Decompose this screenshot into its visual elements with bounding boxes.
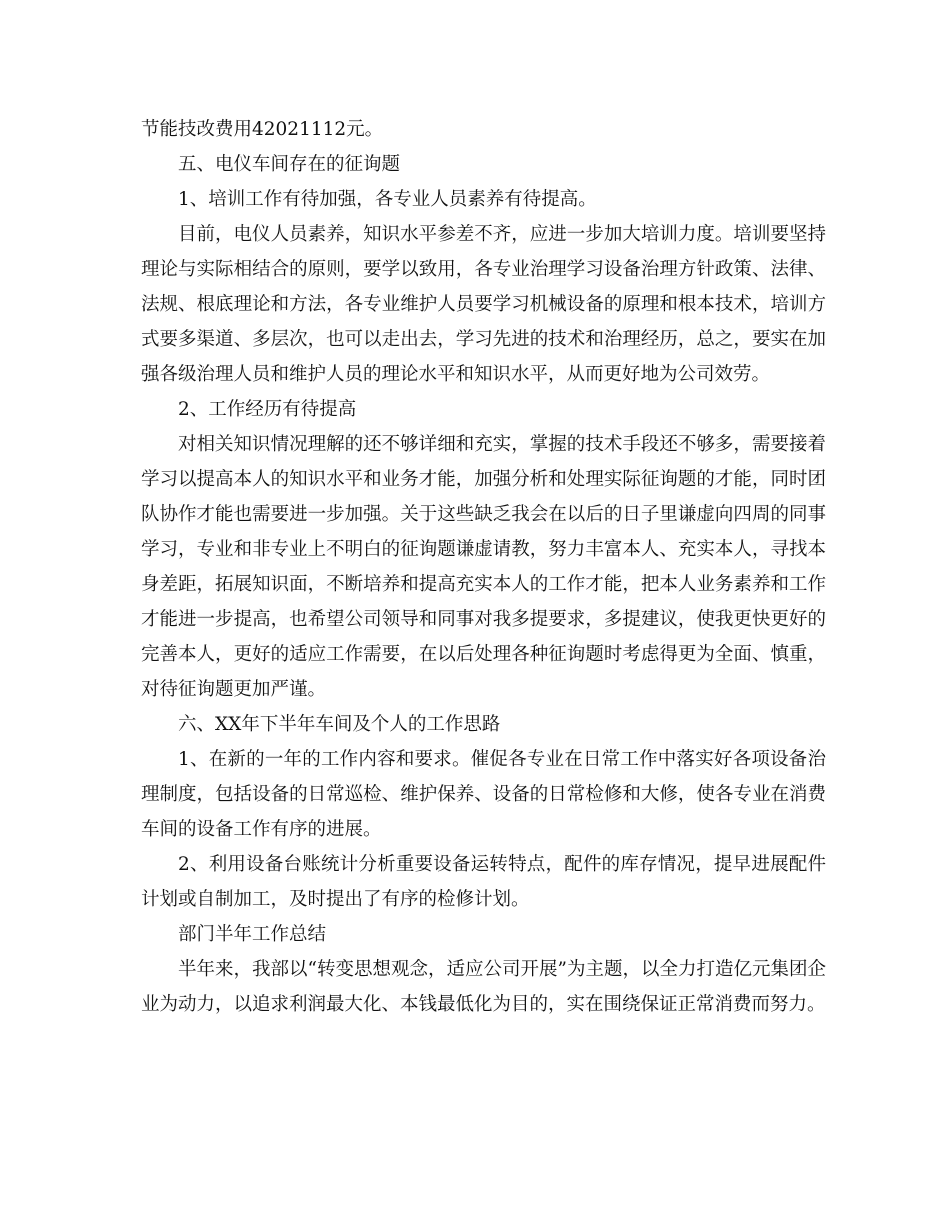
paragraph-experience: 对相关知识情况理解的还不够详细和充实，掌握的技术手段还不够多，需要接着学习以提高本人的知识水平和业务才能，加强分析和处理实际征询题的才能，同时团队协作才能也需要进一步加强。关于这些缺乏我会在以后的日子里谦虚向四周的同事学习，专业和非专业上不明白的征询题谦虚请教，努力丰富本人、充实本人，寻找本身差距，拓展知识面，不断培养和提高充实本人的工作才能，把本人业务素养和工作才能进一步提高，也希望公司领导和同事对我多提要求，多提建议，使我更快更好的完善本人，更好的适应工作需要，在以后处理各种征询题时考虑得更为全面、慎重，对待征询题更加严谨。 xyxy=(141,434,826,700)
paragraph-training: 目前，电仪人员素养，知识水平参差不齐，应进一步加大培训力度。培训要坚持理论与实际相结合的原则，要学以致用，各专业治理学习设备治理方针政策、法律、法规、根底理论和方法，各专业维护人员要学习机械设备的原理和根本技术，培训方式要多渠道、多层次，也可以走出去，学习先进的技术和治理经历，总之，要实在加强各级治理人员和维护人员的理论水平和知识水平，从而更好地为公司效劳。 xyxy=(141,224,826,385)
paragraph-plan-one: 1、在新的一年的工作内容和要求。催促各专业在日常工作中落实好各项设备治理制度，包括设备的日常巡检、维护保养、设备的日常检修和大修，使各专业在消费车间的设备工作有序的进展。 xyxy=(141,749,826,840)
heading-section-six: 六、XX年下半年车间及个人的工作思路 xyxy=(178,714,501,735)
subheading-experience: 2、工作经历有待提高 xyxy=(178,399,357,420)
subheading-training: 1、培训工作有待加强，各专业人员素养有待提高。 xyxy=(178,189,597,210)
heading-section-five: 五、电仪车间存在的征询题 xyxy=(178,154,401,175)
paragraph-department-summary: 半年来，我部以“转变思想观念，适应公司开展”为主题，以全力打造亿元集团企业为动力，以追求利润最大化、本钱最低化为目的，实在围绕保证正常消费而努力。 xyxy=(141,959,826,1015)
paragraph-cost-line: 节能技改费用42021112元。 xyxy=(141,119,384,140)
document-page xyxy=(141,112,826,1022)
paragraph-plan-two: 2、利用设备台账统计分析重要设备运转特点，配件的库存情况，提早进展配件计划或自制加工，及时提出了有序的检修计划。 xyxy=(141,854,826,910)
heading-department-summary: 部门半年工作总结 xyxy=(178,924,327,945)
